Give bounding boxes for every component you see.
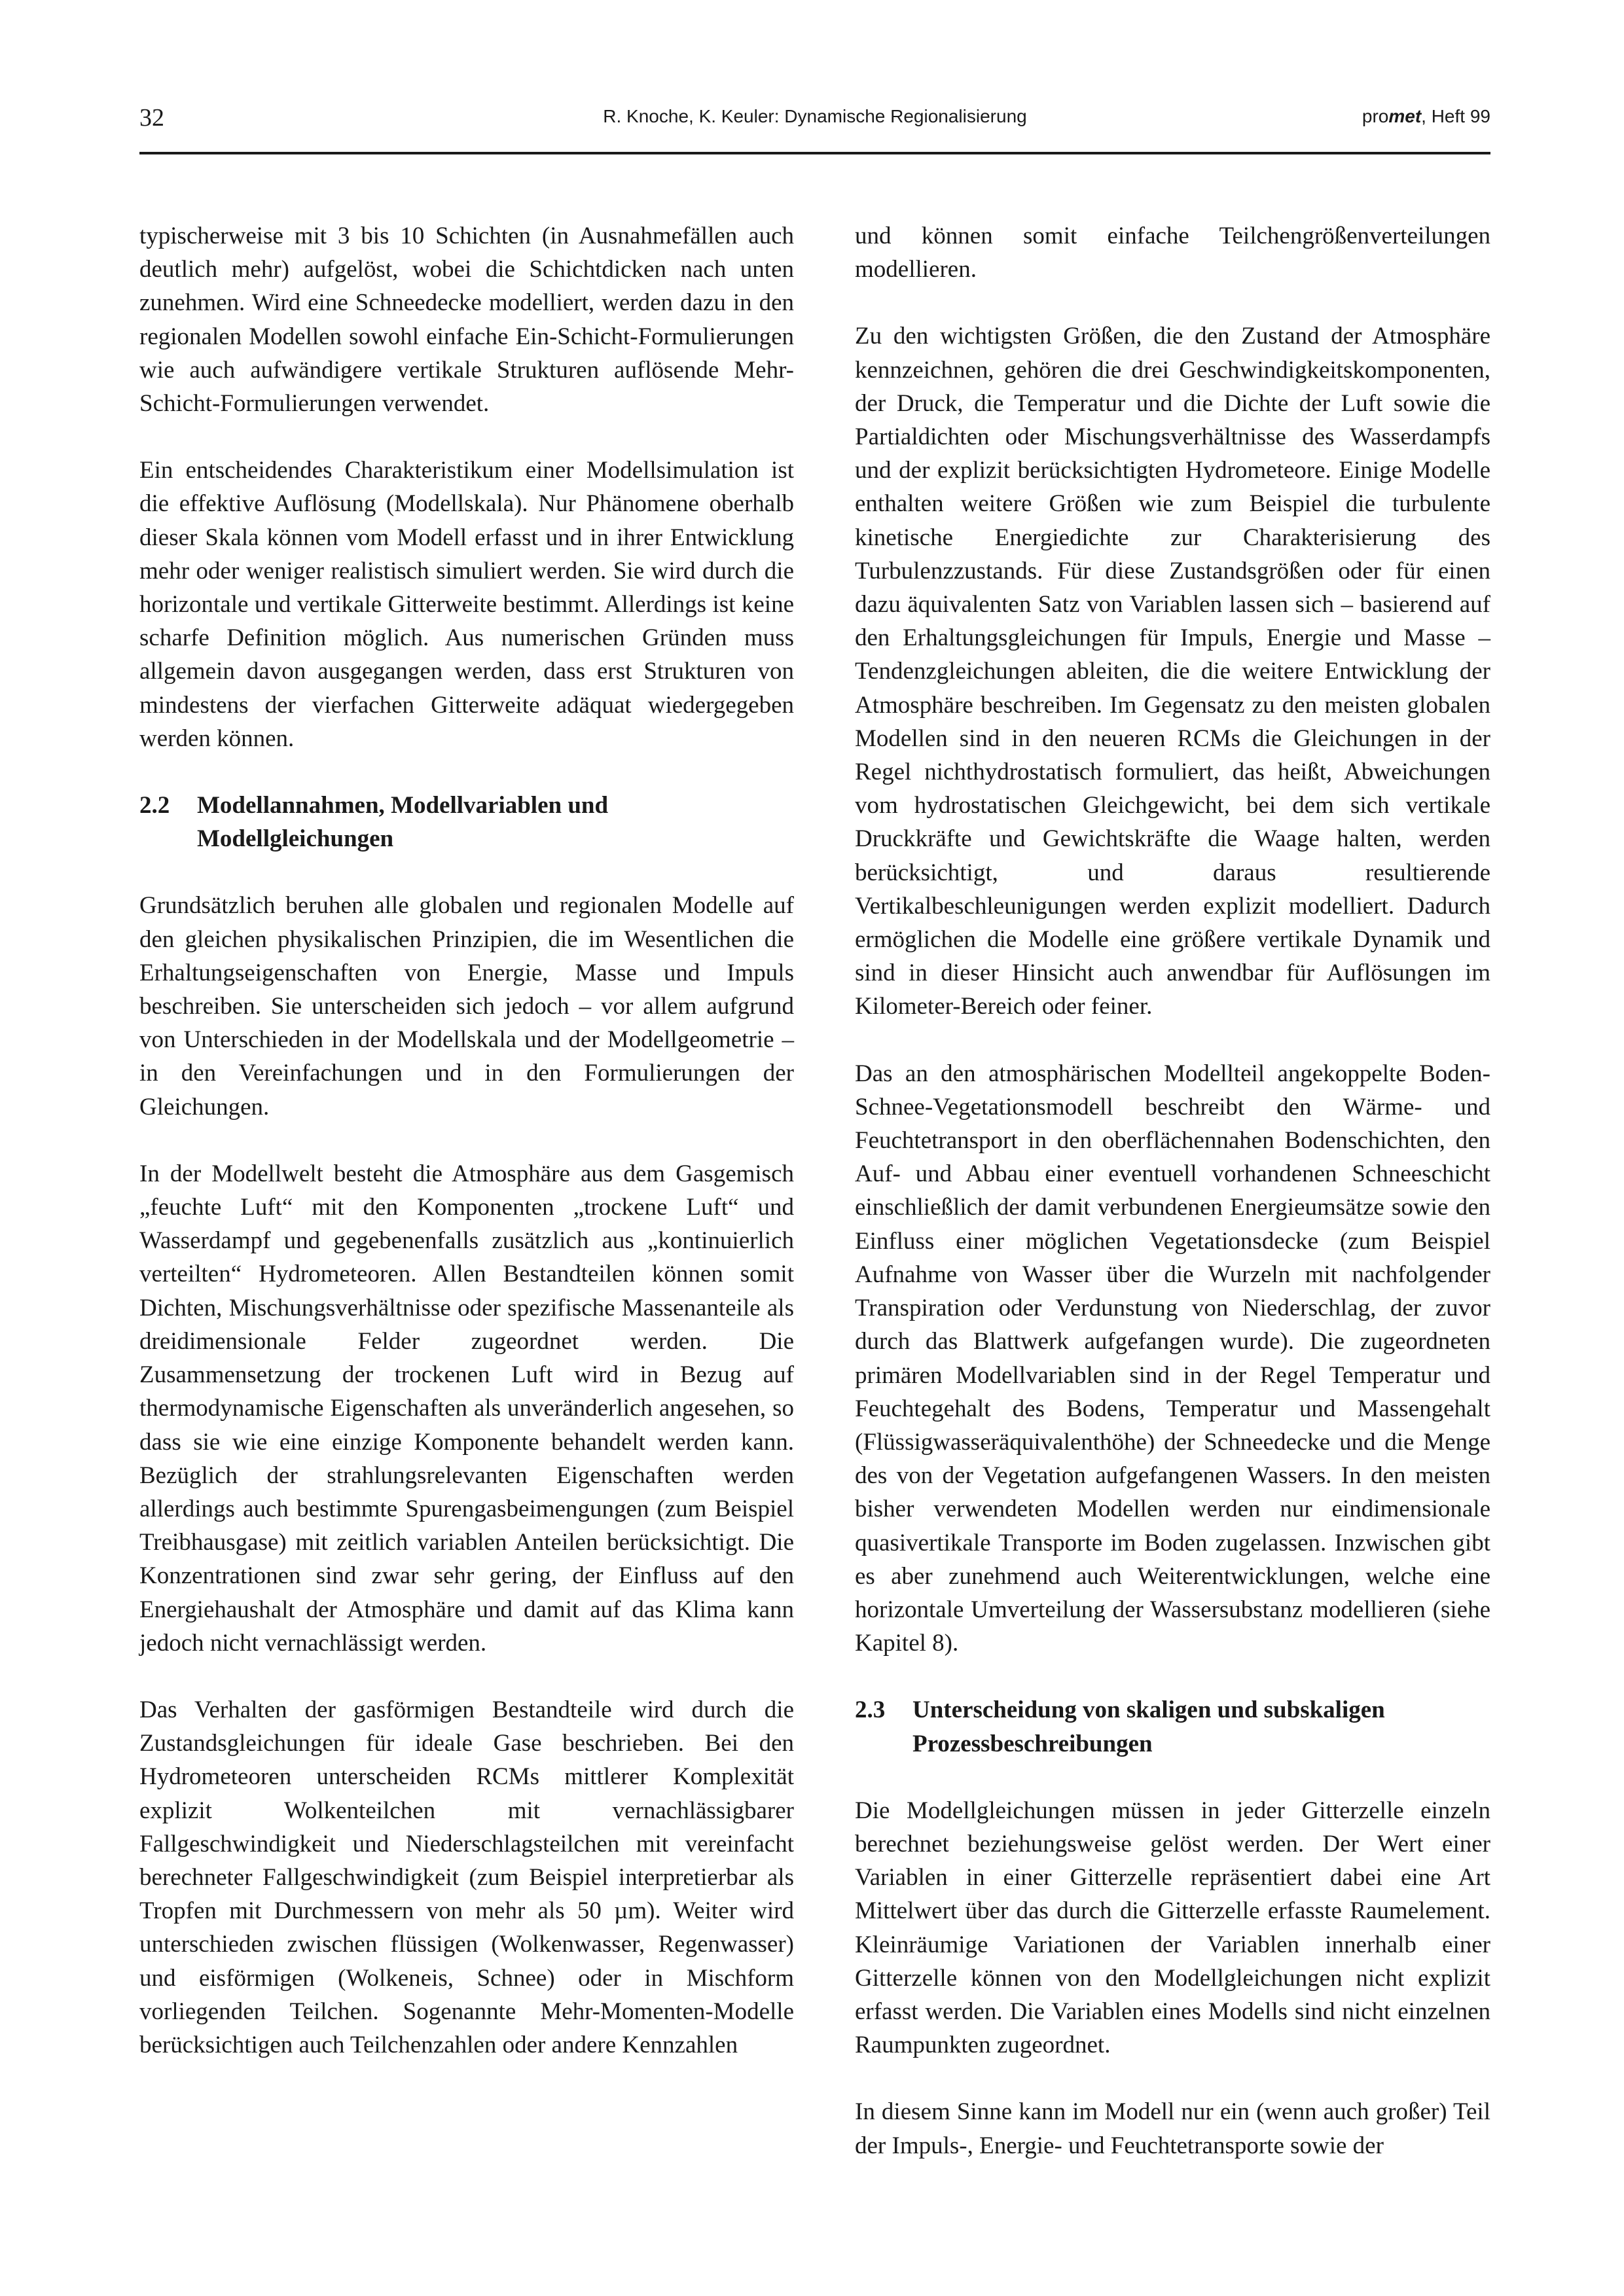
header-rule bbox=[139, 152, 1490, 154]
right-paragraph-2: Zu den wichtigsten Größen, die den Zustand der Atmosphäre kennzeichnen, gehören die drei Geschwindigkeitskomponenten, der Druck, die Temperatur und die Dichte der Luft sowie die Partialdichten oder Mischungsverhältnisse des Wasserdampfs und der explizit berücksichtigten Hydrometeore. Einige Modelle enthalten weitere Größen wie zum Beispiel die turbulente kinetische Energiedichte zur Charakterisierung des Turbulenzzustands. Für diese Zustandsgrößen oder für einen dazu äquivalenten Satz von Variablen lassen sich – basierend auf den Erhaltungsgleichungen für Impuls, Energie und Masse – Tendenzgleichungen ableiten, die die weitere Entwicklung der Atmosphäre beschreiben. Im Gegensatz zu den meisten globalen Modellen sind in den neueren RCMs die Gleichungen in der Regel nichthydrostatisch formuliert, das heißt, Abweichungen vom hydrostatischen Gleichgewicht, bei dem sich vertikale Druckkräfte und Gewichtskräfte die Waage halten, werden berücksichtigt, und daraus resultierende Vertikalbeschleunigungen werden explizit modelliert. Dadurch ermöglichen die Modelle eine größere vertikale Dynamik und sind in dieser Hinsicht auch anwendbar für Auflösungen im Kilometer-Bereich oder feiner. bbox=[855, 323, 1490, 1020]
page-header bbox=[139, 99, 1490, 139]
section-title: Modellannahmen, Modellvariablen und Modellgleichungen bbox=[197, 792, 609, 853]
page-number: 32 bbox=[139, 104, 164, 132]
journal-suffix: , Heft 99 bbox=[1421, 106, 1490, 126]
section-heading-2-3 bbox=[855, 1693, 1490, 1760]
left-paragraph-1: typischerweise mit 3 bis 10 Schichten (in Ausnahmefällen auch deutlich mehr) aufgelöst, wobei die Schichtdicken nach unten zunehmen. Wird eine Schneedecke modelliert, werden dazu in den regionalen Modellen sowohl einfache Ein-Schicht-Formulierungen wie auch aufwändigere vertikale Strukturen auflösende Mehr-Schicht-Formulierungen verwendet. bbox=[139, 223, 794, 418]
running-title: R. Knoche, K. Keuler: Dynamische Regionalisierung bbox=[603, 106, 1027, 126]
left-paragraph-2: Ein entscheidendes Charakteristikum einer Modellsimulation ist die effektive Auflösung (Modellskala). Nur Phänomene oberhalb dieser Skala können vom Modell erfasst und in ihrer Entwicklung mehr oder weniger realistisch simuliert werden. Sie wird durch die horizontale und vertikale Gitterweite bestimmt. Allerdings ist keine scharfe Definition möglich. Aus numerischen Gründen muss allgemein davon ausgegangen werden, dass erst Strukturen von mindestens der vierfachen Gitterweite adäquat wiedergegeben werden können. bbox=[139, 457, 794, 752]
left-paragraph-5: Das Verhalten der gasförmigen Bestandteile wird durch die Zustandsgleichungen für ideale Gase beschrieben. Bei den Hydrometeoren unterscheiden RCMs mittlerer Komplexität explizit Wolkenteilchen mit vernachlässigbarer Fallgeschwindigkeit und Niederschlagsteilchen mit vereinfacht berechneter Fallgeschwindigkeit (zum Beispiel interpretierbar als Tropfen mit Durchmessern von mehr als 50 µm). Weiter wird unterschieden zwischen flüssigen (Wolkenwasser, Regenwasser) und eisförmigen (Wolkeneis, Schnee) oder in Mischform vorliegenden Teilchen. Sogenannte Mehr-Momenten-Modelle berücksichtigen auch Teilchenzahlen oder andere Kennzahlen bbox=[139, 1696, 794, 2058]
right-paragraph-1: und können somit einfache Teilchengrößenverteilungen modellieren. bbox=[855, 223, 1490, 283]
section-number: 2.3 bbox=[855, 1696, 886, 1724]
journal-name bbox=[1362, 106, 1490, 127]
journal-italic: met bbox=[1388, 106, 1422, 126]
section-heading-2-2 bbox=[139, 789, 794, 855]
journal-prefix: pro bbox=[1362, 106, 1389, 126]
right-paragraph-4: Die Modellgleichungen müssen in jeder Gitterzelle einzeln berechnet beziehungsweise gelöst werden. Der Wert einer Variablen in einer Gitterzelle repräsentiert dabei eine Art Mittelwert über das durch die Gitterzelle erfasste Raumelement. Kleinräumige Variationen der Variablen innerhalb einer Gitterzelle können von den Modellgleichungen nicht explizit erfasst werden. Die Variablen eines Modells sind nicht einzelnen Raumpunkten zugeordnet. bbox=[855, 1797, 1490, 2059]
right-paragraph-5: In diesem Sinne kann im Modell nur ein (wenn auch großer) Teil der Impuls-, Energie- und Feuchtetransporte sowie der bbox=[855, 2098, 1490, 2159]
left-paragraph-4: In der Modellwelt besteht die Atmosphäre aus dem Gasgemisch „feuchte Luft“ mit den Komponenten „trockene Luft“ und Wasserdampf und gegebenenfalls zusätzlich aus „kontinuierlich verteilten“ Hydrometeoren. Allen Bestandteilen können somit Dichten, Mischungsverhältnisse oder spezifische Massenanteile als dreidimensionale Felder zugeordnet werden. Die Zusammensetzung der trockenen Luft wird in Bezug auf thermodynamische Eigenschaften als unveränderlich angesehen, so dass sie wie eine einzige Komponente behandelt werden kann. Bezüglich der strahlungsrelevanten Eigenschaften werden allerdings auch bestimmte Spurengasbeimengungen (zum Beispiel Treibhausgase) mit zeitlich variablen Anteilen berücksichtigt. Die Konzentrationen sind zwar sehr gering, der Einfluss auf den Energiehaushalt der Atmosphäre und damit auf das Klima kann jedoch nicht vernachlässigt werden. bbox=[139, 1160, 794, 1657]
left-column bbox=[139, 219, 794, 2095]
right-paragraph-3: Das an den atmosphärischen Modellteil angekoppelte Boden-Schnee-Vegetationsmodell beschreibt den Wärme- und Feuchtetransport in den oberflächennahen Bodenschichten, den Auf- und Abbau einer eventuell vorhandenen Schneeschicht einschließlich der damit verbundenen Energieumsätze sowie den Einfluss einer möglichen Vegetationsdecke (zum Beispiel Aufnahme von Wasser über die Wurzeln mit nachfolgender Transpiration oder Verdunstung von Niederschlag, der zuvor durch das Blattwerk aufgefangen wurde). Die zugeordneten primären Modellvariablen sind in der Regel Temperatur und Feuchtegehalt des Bodens, Temperatur und Massengehalt (Flüssigwasseräquivalenthöhe) der Schneedecke und die Menge des von der Vegetation aufgefangenen Wassers. In den meisten bisher verwendeten Modellen werden nur eindimensionale quasivertikale Transporte im Boden zugelassen. Inzwischen gibt es aber zunehmend auch Weiterentwicklungen, welche eine horizontale Umverteilung der Wassersubstanz modellieren (siehe Kapitel 8). bbox=[855, 1060, 1490, 1657]
left-paragraph-3: Grundsätzlich beruhen alle globalen und regionalen Modelle auf den gleichen physikalischen Prinzipien, die im Wesentlichen die Erhaltungseigenschaften von Energie, Masse und Impuls beschreiben. Sie unterscheiden sich jedoch – vor allem aufgrund von Unterschieden in der Modellskala und der Modellgeometrie – in den Vereinfachungen und in den Formulierungen der Gleichungen. bbox=[139, 892, 794, 1121]
section-number: 2.2 bbox=[139, 792, 170, 819]
section-title: Unterscheidung von skaligen und subskaligen Prozessbeschreibungen bbox=[912, 1696, 1385, 1757]
right-column bbox=[855, 219, 1490, 2196]
